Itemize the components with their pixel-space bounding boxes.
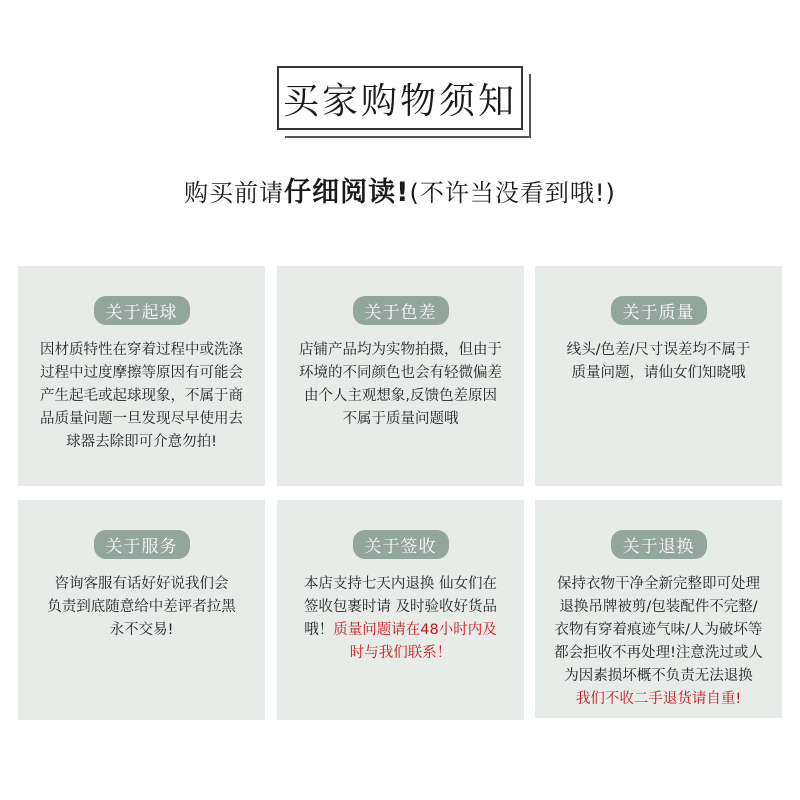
subtitle-suffix: (不许当没看到哦!) — [409, 179, 616, 207]
card-line: 衣物有穿着痕迹气味/人为破坏等 — [554, 622, 763, 638]
card-title-quality: 关于质量 — [611, 296, 707, 325]
card-title-return-exchange: 关于退换 — [611, 530, 707, 559]
subtitle-emphasis: 仔细阅读! — [284, 177, 410, 208]
card-line-mixed — [285, 619, 516, 642]
card-service — [18, 500, 265, 720]
card-line: 球器去除即可介意勿拍! — [66, 434, 217, 450]
subtitle — [0, 170, 800, 209]
card-body-service — [18, 573, 265, 642]
card-line: 线头/色差/尺寸误差均不属于 — [566, 342, 751, 358]
card-line: 保持衣物干净全新完整即可处理 — [557, 576, 760, 592]
card-body-receipt — [277, 573, 524, 665]
card-line: 由个人主观想象,反馈色差原因 — [303, 388, 498, 404]
card-line-warning-part: 质量问题请在48小时内及 — [333, 622, 497, 638]
card-title-service: 关于服务 — [94, 530, 190, 559]
subtitle-prefix: 购买前请 — [184, 179, 285, 207]
card-title-receipt: 关于签收 — [353, 530, 449, 559]
card-line: 咨询客服有话好好说我们会 — [54, 576, 229, 592]
notice-title-frame — [277, 66, 523, 130]
card-return-exchange — [535, 500, 782, 718]
card-line: 产生起毛或起球现象，不属于商 — [40, 388, 243, 404]
card-line: 因材质特性在穿着过程中或洗涤 — [40, 342, 243, 358]
card-body-pilling — [18, 339, 265, 454]
card-line: 都会拒收不再处理!注意洗过或人 — [554, 645, 763, 661]
card-color-difference — [277, 266, 524, 486]
card-title-pilling: 关于起球 — [94, 296, 190, 325]
title-box — [277, 66, 523, 130]
card-line: 品质量问题一旦发现尽早使用去 — [40, 411, 243, 427]
card-line: 质量问题，请仙女们知晓哦 — [571, 365, 746, 381]
card-line-warning: 时与我们联系！ — [349, 645, 452, 661]
card-line-warning: 我们不收二手退货请自重! — [575, 691, 742, 707]
card-pilling — [18, 266, 265, 486]
card-line: 为因素损坏概不负责无法退换 — [564, 668, 753, 684]
card-line: 负责到底随意给中差评者拉黑 — [47, 599, 236, 615]
card-line: 签收包裹时请 及时验收好货品 — [303, 599, 498, 615]
card-line: 环境的不同颜色也会有轻微偏差 — [299, 365, 502, 381]
card-receipt — [277, 500, 524, 720]
page-title: 买家购物须知 — [282, 80, 517, 122]
card-quality — [535, 266, 782, 486]
card-line: 不属于质量问题哦 — [342, 411, 459, 427]
card-line: 本店支持七天内退换 仙女们在 — [303, 576, 498, 592]
card-title-color-difference: 关于色差 — [353, 296, 449, 325]
card-body-return-exchange — [535, 573, 782, 711]
card-body-color-difference — [277, 339, 524, 431]
card-line: 退换吊牌被剪/包装配件不完整/ — [559, 599, 758, 615]
card-body-quality — [535, 339, 782, 385]
card-line: 永不交易! — [109, 622, 174, 638]
card-line: 过程中过度摩擦等原因有可能会 — [40, 365, 243, 381]
card-line-normal-part: 哦！ — [304, 622, 334, 638]
card-line: 店铺产品均为实物拍摄，但由于 — [299, 342, 502, 358]
